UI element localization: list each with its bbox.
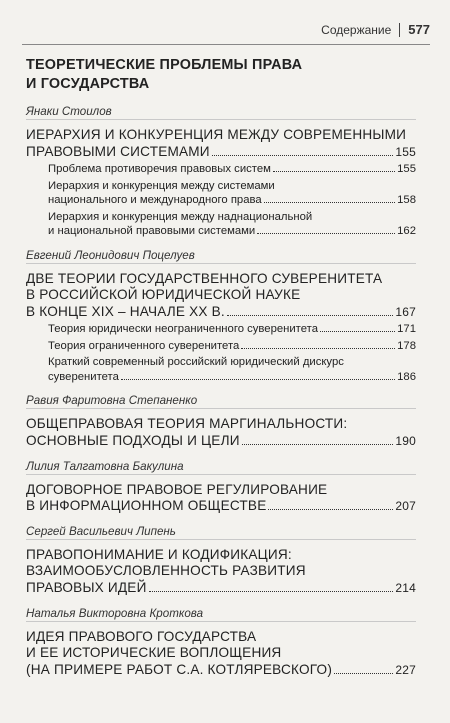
author-name: Евгений Леонидович Поцелуев <box>26 248 195 262</box>
subsection-line <box>48 179 416 194</box>
title-line-text: (НА ПРИМЕРЕ РАБОТ С.А. КОТЛЯРЕВСКОГО) <box>26 661 333 677</box>
dot-leader <box>334 673 393 674</box>
subsection-line-text: Теория ограниченного суверенитета <box>48 339 240 352</box>
title-line <box>26 498 416 515</box>
title-line-text: ПРАВОПОНИМАНИЕ И КОДИФИКАЦИЯ: <box>26 546 292 562</box>
subsection-item[interactable] <box>48 322 416 337</box>
toc-entry[interactable] <box>26 524 416 597</box>
page-ref: 214 <box>395 581 416 596</box>
page-ref: 158 <box>397 194 416 207</box>
title-line <box>26 482 416 499</box>
subsection-line <box>48 162 416 177</box>
dot-leader <box>268 509 393 510</box>
article-title[interactable] <box>26 629 416 679</box>
dot-leader <box>212 155 394 156</box>
page-ref: 162 <box>397 225 416 238</box>
dot-leader <box>320 331 395 332</box>
entry-divider <box>26 474 416 475</box>
dot-leader <box>121 379 395 380</box>
title-line-text: ИЕРАРХИЯ И КОНКУРЕНЦИЯ МЕЖДУ СОВРЕМЕННЫМИ <box>26 127 407 142</box>
page-ref: 167 <box>395 304 416 319</box>
dot-leader <box>149 591 394 592</box>
author-name: Лилия Талгатовна Бакулина <box>26 459 184 473</box>
title-line-text: ДОГОВОРНОЕ ПРАВОВОЕ РЕГУЛИРОВАНИЕ <box>26 481 328 497</box>
entry-divider <box>26 408 416 409</box>
title-line <box>26 547 416 564</box>
subsection-item[interactable] <box>48 339 416 354</box>
running-head-section: Содержание <box>321 22 392 37</box>
section-title-line: И ГОСУДАРСТВА <box>26 76 150 92</box>
subsection-line <box>48 339 416 354</box>
title-line <box>26 662 416 679</box>
title-line-text: ВЗАИМООБУСЛОВЛЕННОСТЬ РАЗВИТИЯ <box>26 563 306 579</box>
toc-entry[interactable] <box>26 606 416 679</box>
dot-leader <box>241 348 395 349</box>
subsection-line <box>48 322 416 337</box>
subsection-line <box>48 355 416 370</box>
subsection-item[interactable] <box>48 179 416 208</box>
author-name: Сергей Васильевич Липень <box>26 524 176 538</box>
entry-divider <box>26 119 416 120</box>
subsection-line-text: Теория юридически неограниченного суверенитета <box>48 323 318 336</box>
title-line <box>26 629 416 646</box>
subsection-list <box>26 322 416 384</box>
subsection-line-text: и национальной правовыми системами <box>48 225 256 238</box>
dot-leader <box>257 233 395 234</box>
toc-entry[interactable] <box>26 459 416 515</box>
page-number: 577 <box>408 22 430 37</box>
running-head-separator <box>399 23 400 37</box>
subsection-item[interactable] <box>48 355 416 384</box>
title-line <box>26 144 416 161</box>
title-line <box>26 271 416 288</box>
title-line <box>26 416 416 433</box>
section-title-line: ТЕОРЕТИЧЕСКИЕ ПРОБЛЕМЫ ПРАВА <box>26 57 303 73</box>
page-ref: 227 <box>395 662 416 677</box>
toc-entry[interactable] <box>26 104 416 239</box>
header-rule <box>22 44 430 45</box>
subsection-item[interactable] <box>48 210 416 239</box>
entry-divider <box>26 621 416 622</box>
subsection-line <box>48 370 416 385</box>
toc-entry[interactable] <box>26 393 416 449</box>
subsection-line-text: Проблема противоречия правовых систем <box>48 163 271 176</box>
title-line-text: И ЕЕ ИСТОРИЧЕСКИЕ ВОПЛОЩЕНИЯ <box>26 645 282 661</box>
page-ref: 178 <box>397 339 416 352</box>
page-ref: 155 <box>397 163 416 176</box>
page-ref: 207 <box>395 499 416 514</box>
title-line <box>26 433 416 450</box>
running-head <box>321 22 430 37</box>
subsection-line <box>48 224 416 239</box>
subsection-line-text: Иерархия и конкуренция между наднациональной <box>48 210 313 223</box>
page-ref: 171 <box>397 323 416 336</box>
title-line-text: ПРАВОВЫХ ИДЕЙ <box>26 580 147 596</box>
page-ref: 155 <box>395 144 416 159</box>
title-line <box>26 127 416 144</box>
toc-entries <box>26 104 416 678</box>
entry-divider <box>26 539 416 540</box>
toc-content <box>26 56 416 687</box>
title-line <box>26 645 416 662</box>
article-title[interactable] <box>26 482 416 515</box>
title-line-text: ИДЕЯ ПРАВОВОГО ГОСУДАРСТВА <box>26 628 257 644</box>
entry-divider <box>26 263 416 264</box>
title-line-text: В КОНЦЕ XIX – НАЧАЛЕ XX В. <box>26 303 225 319</box>
page-ref: 186 <box>397 370 416 383</box>
title-line-text: ПРАВОВЫМИ СИСТЕМАМИ <box>26 143 210 159</box>
article-title[interactable] <box>26 416 416 449</box>
title-line <box>26 304 416 321</box>
title-line <box>26 563 416 580</box>
author-name: Равия Фаритовна Степаненко <box>26 394 198 408</box>
title-line <box>26 287 416 304</box>
title-line-text: ОСНОВНЫЕ ПОДХОДЫ И ЦЕЛИ <box>26 433 240 449</box>
title-line-text: В РОССИЙСКОЙ ЮРИДИЧЕСКОЙ НАУКЕ <box>26 287 301 303</box>
subsection-line <box>48 210 416 225</box>
page-ref: 190 <box>395 434 416 449</box>
subsection-list <box>26 162 416 239</box>
dot-leader <box>242 444 394 445</box>
title-line-text: В ИНФОРМАЦИОННОМ ОБЩЕСТВЕ <box>26 498 267 514</box>
subsection-line <box>48 193 416 208</box>
article-title[interactable] <box>26 547 416 597</box>
author-name: Янаки Стоилов <box>26 105 112 118</box>
title-line-text: ДВЕ ТЕОРИИ ГОСУДАРСТВЕННОГО СУВЕРЕНИТЕТА <box>26 270 383 286</box>
subsection-line-text: суверенитета <box>48 370 119 383</box>
subsection-line-text: национального и международного права <box>48 194 262 207</box>
article-title[interactable] <box>26 127 416 160</box>
dot-leader <box>227 315 393 316</box>
title-line <box>26 580 416 597</box>
subsection-line-text: Иерархия и конкуренция между системами <box>48 179 275 192</box>
article-title[interactable] <box>26 271 416 321</box>
dot-leader <box>273 171 395 172</box>
toc-entry[interactable] <box>26 248 416 385</box>
title-line-text: ОБЩЕПРАВОВАЯ ТЕОРИЯ МАРГИНАЛЬНОСТИ: <box>26 416 348 432</box>
author-name: Наталья Викторовна Кроткова <box>26 606 204 620</box>
subsection-line-text: Краткий современный российский юридический дискурс <box>48 356 344 369</box>
subsection-item[interactable] <box>48 162 416 177</box>
dot-leader <box>264 202 395 203</box>
section-title <box>26 56 416 94</box>
